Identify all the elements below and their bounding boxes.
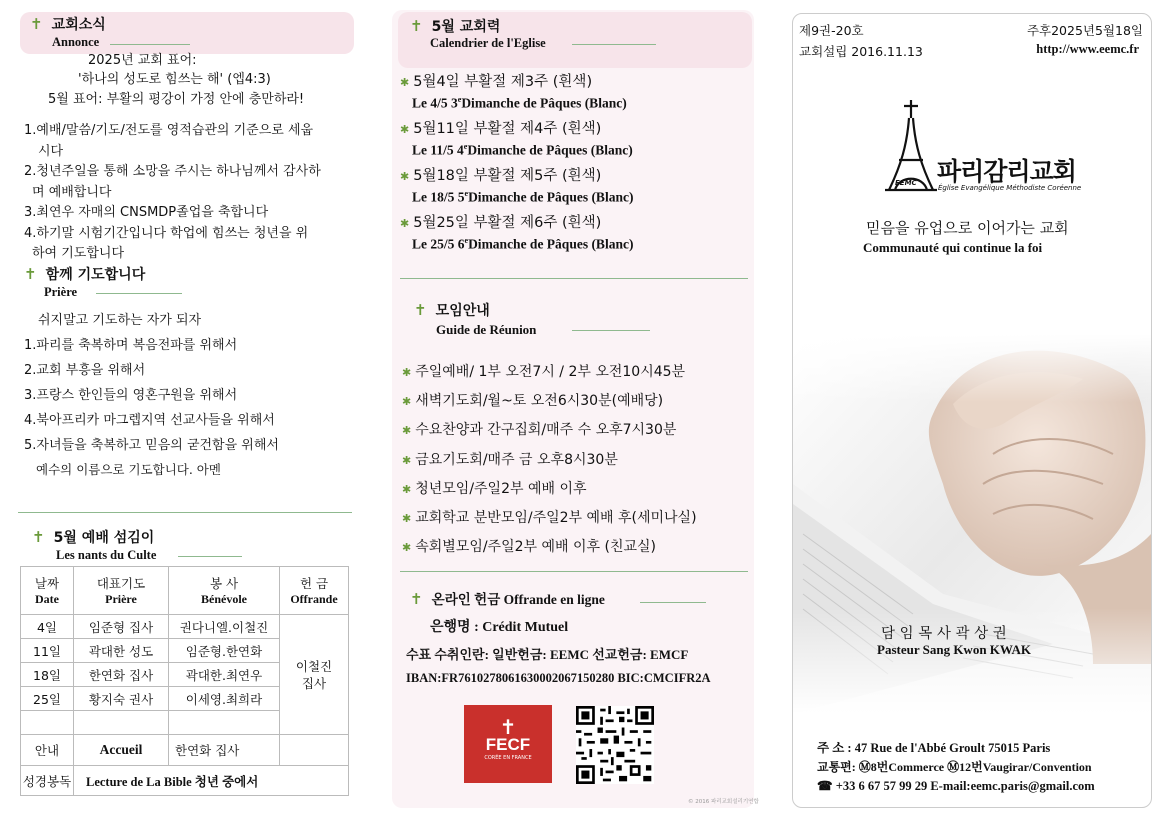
- list-item: ✱ 교회학교 분반모임/주일2부 예배 후(세미나실): [402, 510, 697, 527]
- copyright: © 2016 파리교회설리기연합: [688, 799, 759, 805]
- news-title: 교회소식: [51, 17, 106, 33]
- cross-icon: ✝: [32, 528, 45, 546]
- servants-subtitle: Les nants du Culte: [56, 548, 157, 562]
- news-item: 4.하기말 시험기간입니다 학업에 힘쓰는 청년을 위: [24, 225, 309, 241]
- cell-date: 11일: [21, 639, 74, 663]
- church-name-fr: Église Evangélique Méthodiste Coréenne: [938, 184, 1082, 192]
- list-item: ✱ 새벽기도회/월~토 오전6시30분(예배당): [402, 393, 664, 410]
- guide-fr: Accueil: [74, 735, 169, 766]
- slogan-fr: Communauté qui continue la foi: [863, 240, 1043, 255]
- cell-prayer: 황지숙 권사: [74, 687, 169, 711]
- prayer-title: 함께 기도합니다: [45, 267, 146, 283]
- calendar-entry: ✱ 5월4일 부활절 제3주 (흰색) Le 4/5 3eDimanche de Pâques (Blanc): [400, 74, 627, 111]
- bullet-icon: ✱: [400, 217, 410, 230]
- cross-icon: ✝: [410, 590, 423, 608]
- cross-icon: ✝: [24, 265, 37, 283]
- header-service: 봉 사 Bénévole: [169, 567, 280, 615]
- guide-label: 안내: [21, 735, 74, 766]
- list-item: ✱ 수요찬양과 간구집회/매주 수 오후7시30분: [402, 422, 677, 439]
- prayer-item: 2.교회 부흥을 위해서: [24, 363, 146, 378]
- news-heading: [30, 14, 106, 34]
- header-date: 날짜 Date: [21, 567, 74, 615]
- cell-prayer: 곽대한 성도: [74, 639, 169, 663]
- prayer-intro: 쉬지말고 기도하는 자가 되자: [38, 313, 202, 328]
- divider: [572, 44, 656, 45]
- reading-row: [21, 766, 349, 796]
- bullet-icon: ✱: [400, 123, 410, 136]
- pastor-fr: Pasteur Sang Kwon KWAK: [877, 642, 1031, 657]
- motto-line-2: '하나의 성도로 힘쓰는 해' (엡4:3): [78, 72, 271, 87]
- prayer-heading: [24, 264, 145, 284]
- meeting-title: 모임안내: [435, 303, 490, 319]
- meeting-subtitle: Guide de Réunion: [436, 322, 537, 337]
- meeting-list: [402, 358, 697, 562]
- bank-line: 은행명 : Crédit Mutuel: [430, 620, 569, 635]
- divider: [18, 512, 352, 513]
- divider: [640, 602, 706, 603]
- online-title: 온라인 헌금 Offrande en ligne: [431, 592, 605, 607]
- logo-letters: EEMC: [895, 179, 917, 187]
- news-item: 하여 기도합니다: [32, 246, 125, 261]
- servants-title: 5월 예배 섬김이: [53, 530, 155, 546]
- prayer-item: 5.자녀들을 축복하고 믿음의 굳건함을 위해서: [24, 438, 279, 453]
- bullet-icon: ✱: [400, 170, 410, 183]
- servants-heading: [32, 527, 154, 547]
- divider: [178, 556, 242, 557]
- table-header-row: [21, 567, 349, 615]
- bullet-icon: ✱: [402, 482, 412, 496]
- cell-date: 4일: [21, 615, 74, 639]
- calendar-entry: ✱ 5월11일 부활절 제4주 (흰색) Le 11/5 4eDimanche de Pâques (Blanc): [400, 121, 633, 158]
- bullet-icon: ✱: [402, 424, 412, 438]
- divider: [572, 330, 650, 331]
- divider: [400, 571, 748, 572]
- founded-date: 교회설립 2016.11.13: [799, 44, 923, 59]
- prayer-item: 1.파리를 축복하며 복음전파를 위해서: [24, 338, 238, 353]
- cell-service: 곽대한.최연우: [169, 663, 280, 687]
- cell-empty: [280, 735, 349, 766]
- website-link[interactable]: http://www.eemc.fr: [1036, 42, 1139, 56]
- fecf-logo: ✝ FECF CORÉE EN FRANCE: [464, 705, 552, 783]
- list-item: ✱ 금요기도회/매주 금 오후8시30분: [402, 451, 618, 468]
- news-item: 3.최연우 자매의 CNSMDP졸업을 축합니다: [24, 205, 269, 220]
- calendar-heading: [410, 16, 500, 36]
- payee-line: 수표 수취인란: 일반헌금: EEMC 선교헌금: EMCF: [406, 647, 689, 662]
- prayer-subtitle: Prière: [44, 285, 78, 299]
- cell-service: 이세영.최희라: [169, 687, 280, 711]
- cross-icon: ✝: [499, 715, 517, 739]
- reading-text: Lecture de La Bible 청년 중에서: [74, 766, 349, 796]
- list-item: ✱ 주일예배/ 1부 오전7시 / 2부 오전10시45분: [402, 364, 686, 380]
- calendar-subtitle: Calendrier de l'Eglise: [430, 36, 546, 50]
- cross-icon: ✝: [414, 301, 427, 319]
- qr-code-icon[interactable]: [576, 706, 654, 784]
- reading-label: 성경봉독: [21, 766, 74, 796]
- news-item: 2.청년주일을 통해 소망을 주시는 하나님께서 감사하: [24, 164, 321, 179]
- divider: [96, 293, 182, 294]
- issue-date: 주후2025년5월18일: [1026, 23, 1143, 38]
- prayer-closing: 예수의 이름으로 기도합니다. 아멘: [36, 462, 221, 477]
- news-list: [24, 121, 359, 265]
- cell-prayer: 임준형 집사: [74, 615, 169, 639]
- bullet-icon: ✱: [402, 541, 412, 555]
- table-row: [21, 615, 349, 639]
- prayer-item: 3.프랑스 한인들의 영혼구원을 위해서: [24, 388, 238, 403]
- news-item: 며 예배합니다: [32, 184, 112, 200]
- address: 주 소 : 47 Rue de l'Abbé Groult 75015 Paris: [817, 741, 1051, 755]
- header-prayer: 대표기도 Prière: [74, 567, 169, 615]
- divider: [400, 278, 748, 279]
- servants-table: [20, 566, 349, 796]
- cell-offering: 이철진 집사: [280, 615, 349, 735]
- cell-empty: [169, 711, 280, 735]
- list-item: ✱ 청년모임/주일2부 예배 이후: [402, 480, 587, 497]
- news-subtitle: Annonce: [52, 35, 100, 49]
- news-item: 1.예배/말씀/기도/전도를 영적습관의 기준으로 세웁: [24, 123, 314, 138]
- motto-line-1: 2025년 교회 표어:: [88, 53, 197, 68]
- slogan-ko: 믿음을 유업으로 이어가는 교회: [866, 219, 1069, 237]
- cell-date: 25일: [21, 687, 74, 711]
- prayer-item: 4.북아프리카 마그렙지역 선교사들을 위해서: [24, 413, 275, 428]
- cell-service: 권다니엘.이철진: [169, 615, 280, 639]
- prayer-list: [24, 333, 279, 458]
- cross-icon: ✝: [410, 17, 423, 35]
- meeting-heading: [414, 300, 490, 320]
- calendar-title: 5월 교회력: [431, 19, 501, 35]
- guide-person: 한연화 집사: [169, 735, 280, 766]
- right-panel: [792, 13, 1152, 808]
- contact[interactable]: ☎ +33 6 67 57 99 29 E-mail:eemc.paris@gmail.com: [817, 779, 1095, 793]
- church-name: 파리감리교회: [937, 157, 1076, 186]
- volume-number: 제9권-20호: [799, 23, 864, 38]
- pastor-ko: 담 임 목 사 곽 상 권: [881, 626, 1007, 642]
- bullet-icon: ✱: [402, 512, 412, 526]
- cell-empty: [74, 711, 169, 735]
- calendar-entry: ✱ 5월25일 부활절 제6주 (흰색) Le 25/5 6eDimanche de Pâques (Blanc): [400, 215, 634, 252]
- cross-icon: ✝: [30, 15, 43, 33]
- cell-prayer: 한연화 집사: [74, 663, 169, 687]
- calendar-entry: ✱ 5월18일 부활절 제5주 (흰색) Le 18/5 5eDimanche de Pâques (Blanc): [400, 168, 634, 205]
- online-heading: [410, 588, 605, 608]
- cell-empty: [21, 711, 74, 735]
- bullet-icon: ✱: [402, 366, 412, 379]
- bullet-icon: ✱: [402, 453, 412, 467]
- bullet-icon: ✱: [400, 76, 410, 89]
- news-item: 시다: [38, 143, 64, 159]
- cell-service: 임준형.한연화: [169, 639, 280, 663]
- calendar-list: [400, 70, 750, 258]
- iban-line: IBAN:FR7610278061630002067150280 BIC:CMCIFR2A: [406, 671, 711, 685]
- header-offering: 헌 금 Offrande: [280, 567, 349, 615]
- cell-date: 18일: [21, 663, 74, 687]
- transport: 교통편: Ⓜ8번Commerce Ⓜ12번Vaugirar/Convention: [817, 760, 1092, 774]
- list-item: ✱ 속회별모임/주일2부 예배 이후 (친교실): [402, 539, 656, 556]
- guide-row: [21, 735, 349, 766]
- motto-line-3: 5월 표어: 부활의 평강이 가정 안에 충만하라!: [48, 92, 305, 107]
- bullet-icon: ✱: [402, 395, 412, 409]
- divider: [110, 44, 190, 45]
